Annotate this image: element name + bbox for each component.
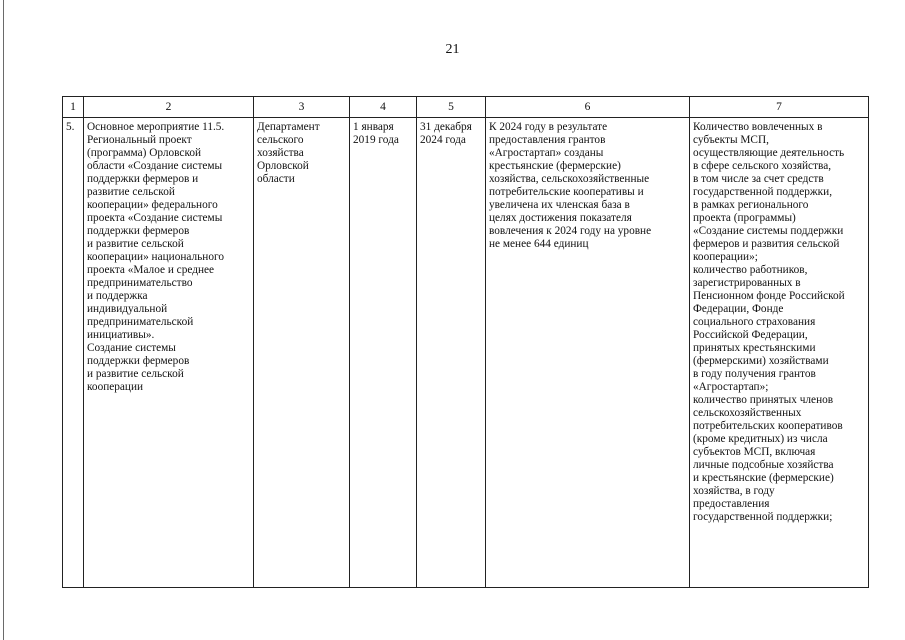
header-cell-7: 7 [690, 97, 869, 118]
start-date: 1 января 2019 года [353, 121, 399, 146]
executor-cell [254, 118, 350, 588]
end-date: 31 декабря 2024 года [420, 121, 472, 146]
expected-result: К 2024 году в результате предоставления грантов «Агростартап» созданы крестьянские (фермерские) хозяйства, сельскохозяйственные потребительские кооперативы и увеличена их членская база в целях достижения показателя вовлечения к 2024 году на уровне не менее 644 единиц [489, 121, 652, 250]
header-cell-1: 1 [63, 97, 84, 118]
activities-table [62, 96, 869, 588]
table-row [63, 118, 869, 588]
row-number: 5. [66, 121, 75, 133]
header-cell-4: 4 [350, 97, 417, 118]
header-cell-3: 3 [254, 97, 350, 118]
page-edge-line [3, 0, 4, 640]
row-number-cell [63, 118, 84, 588]
start-date-cell [350, 118, 417, 588]
executor-name: Департамент сельского хозяйства Орловской области [257, 121, 320, 185]
expected-result-cell [486, 118, 690, 588]
activity-cell [84, 118, 254, 588]
page-number: 21 [445, 42, 460, 57]
header-cell-5: 5 [417, 97, 486, 118]
end-date-cell [417, 118, 486, 588]
indicators-cell [690, 118, 869, 588]
activity-name: Основное мероприятие 11.5. Региональный проект (программа) Орловской области «Создание системы поддержки фермеров и развитие сельской кооперации» федерального проекта «Создание системы поддержки фермеров и развитие сельской кооперации» национального проекта «Малое и среднее предпринимательство и поддержка индивидуальной предпринимательской инициативы». Создание системы поддержки фермеров и развитие сельской кооперации [87, 121, 225, 393]
table-header-row [63, 97, 869, 118]
header-cell-6: 6 [486, 97, 690, 118]
header-cell-2: 2 [84, 97, 254, 118]
indicators-text: Количество вовлеченных в субъекты МСП, осуществляющие деятельность в сфере сельского хозяйства, в том числе за счет средств государственной поддержки, в рамках регионального проекта (программы) «Создание системы поддержки фермеров и развития сельской кооперации»; количество работников, зарегистрированных в Пенсионном фонде Российской Федерации, Фонде социального страхования Российской Федерации, принятых крестьянскими (фермерскими) хозяйствами в году получения грантов «Агростартап»; количество принятых членов сельскохозяйственных потребительских кооперативов (кроме кредитных) из числа субъектов МСП, включая личные подсобные хозяйства и крестьянские (фермерские) хозяйства, в году предоставления государственной поддержки; [693, 121, 845, 523]
